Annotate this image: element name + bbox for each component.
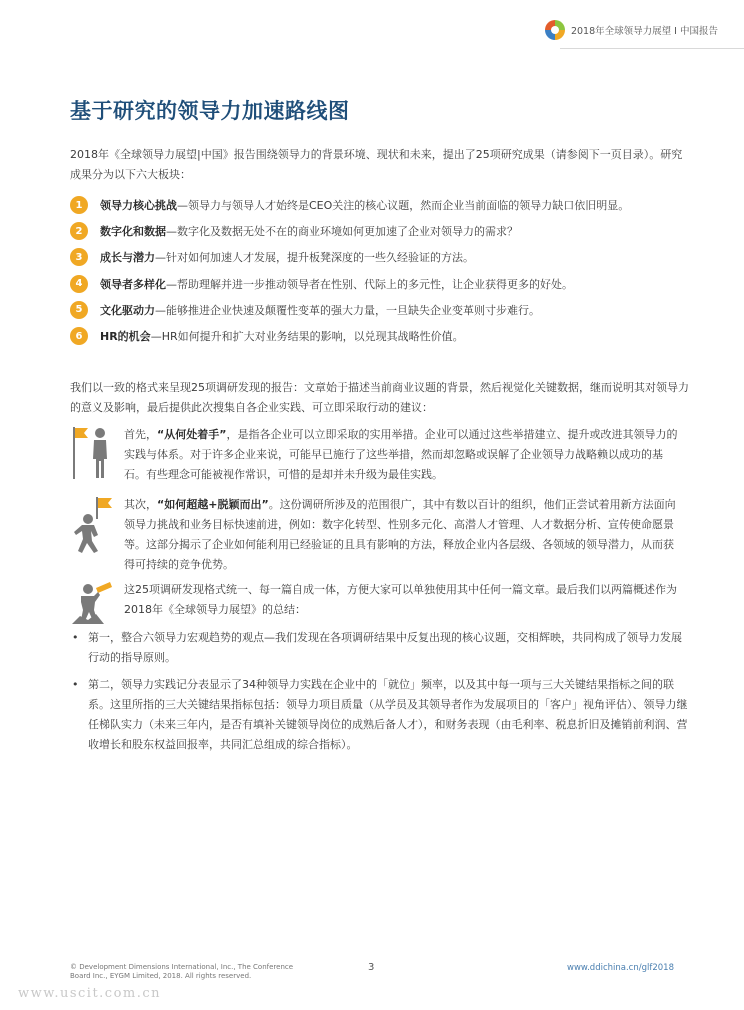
- summary-section: [70, 580, 690, 630]
- theme-number-badge: 5: [70, 301, 88, 319]
- theme-number-badge: 3: [70, 248, 88, 266]
- theme-description: —能够推进企业快速及颠覆性变革的强大力量，一旦缺失企业变革则寸步难行。: [155, 303, 540, 317]
- theme-number-badge: 2: [70, 222, 88, 240]
- where-to-start-section: [70, 425, 690, 485]
- block-highlight: “从何处着手”: [157, 428, 227, 441]
- go-further-text: [124, 495, 684, 575]
- page-title: 基于研究的领导力加速路线图: [70, 99, 350, 123]
- theme-description: —HR如何提升和扩大对业务结果的影响，以兑现其战略性价值。: [150, 330, 464, 344]
- header-divider: [560, 48, 744, 49]
- header-title: 2018年全球领导力展望 I 中国报告: [570, 26, 718, 37]
- block-prefix: 首先，: [124, 428, 157, 441]
- person-with-telescope-icon: [70, 580, 124, 630]
- theme-description: —数字化及数据无处不在的商业环境如何更加速了企业对领导力的需求？: [166, 225, 518, 239]
- theme-name: 领导力核心挑战: [100, 199, 177, 213]
- theme-number-badge: 1: [70, 196, 88, 214]
- summary-text: [124, 580, 684, 630]
- copyright-notice: [70, 963, 320, 981]
- block-prefix: 其次，: [124, 498, 157, 511]
- person-with-flag-icon: [70, 425, 124, 485]
- theme-item: [70, 192, 690, 218]
- theme-item: [70, 323, 690, 349]
- theme-item: [70, 244, 690, 270]
- theme-name: 文化驱动力: [100, 303, 155, 317]
- intro-paragraph: 2018年《全球领导力展望|中国》报告围绕领导力的背景环境、现状和未来，提出了25项研究成果（请参阅下一页目录）。研究成果分为以下六大板块：: [70, 148, 683, 181]
- copyright-line: © Development Dimensions International, Inc., The Conference: [70, 963, 294, 971]
- theme-name: HR的机会: [100, 330, 151, 344]
- footer-url-link[interactable]: www.ddichina.cn/glf2018: [567, 963, 674, 973]
- format-intro-paragraph: 我们以一致的格式来呈现25项调研发现的报告：文章始于描述当前商业议题的背景，然后视觉化关键数据，继而说明其对领导力的意义及影响，最后提供此次搜集自各企业实践、可立即采取行动的建议：: [70, 381, 689, 414]
- bullet-text: 第二，领导力实践记分表显示了34种领导力实践在企业中的「就位」频率，以及其中每一项与三大关键结果指标之间的联系。这里所指的三大关键结果指标包括：领导力项目质量（从学员及其领导者作为发展项目的「客户」视角评估）、领导力继任梯队实力（未来三年内，是否有填补关键领导岗位的成熟后备人才），和财务表现（由毛利率、税息折旧及摊销前利润、营收增长和股东权益回报率，共同汇总组成的综合指标）。: [88, 678, 688, 751]
- theme-number-badge: 6: [70, 327, 88, 345]
- theme-name: 数字化和数据: [100, 225, 166, 239]
- theme-item: [70, 271, 690, 297]
- theme-name: 成长与潜力: [100, 251, 155, 265]
- bullet-item: [72, 628, 692, 668]
- block-body: 这25项调研发现格式统一、每一篇自成一体，方便大家可以单独使用其中任何一篇文章。最后我们以两篇概述作为 2018年《全球领导力展望》的总结：: [124, 583, 677, 616]
- copyright-line: Board Inc., EYGM Limited, 2018. All rights reserved.: [70, 972, 252, 980]
- bullet-item: [72, 675, 692, 755]
- go-further-section: [70, 495, 690, 575]
- theme-description: —针对如何加速人才发展，提升板凳深度的一些久经验证的方法。: [155, 251, 474, 265]
- bullet-text: 第一，整合六领导力宏观趋势的观点—我们发现在各项调研结果中反复出现的核心议题，交相辉映，共同构成了领导力发展行动的指导原则。: [88, 631, 682, 664]
- summary-bullet-list: [72, 628, 692, 762]
- theme-item: [70, 218, 690, 244]
- page-header: [545, 20, 718, 40]
- theme-description: —帮助理解并进一步推动领导者在性别、代际上的多元性，让企业获得更多的好处。: [166, 277, 573, 291]
- bullet-dot-icon: •: [72, 631, 79, 644]
- theme-name: 领导者多样化: [100, 277, 166, 291]
- bullet-dot-icon: •: [72, 678, 79, 691]
- watermark: www.uscit.com.cn: [18, 986, 162, 1001]
- climbing-person-icon: [70, 495, 124, 575]
- block-body: ，是指各企业可以立即采取的实用举措。企业可以通过这些举措建立、提升或改进其领导力的实践与体系。对于许多企业来说，可能早已施行了这些举措，然而却忽略或误解了企业领导力战略赖以成功的基石。有些理念可能被视作常识，可惜的是却并未升级为最佳实践。: [124, 428, 678, 481]
- theme-item: [70, 297, 690, 323]
- glf-logo-icon: [545, 20, 565, 40]
- theme-number-badge: 4: [70, 275, 88, 293]
- block-body: 。这份调研所涉及的范围很广，其中有数以百计的组织，他们正尝试着用新方法面向领导力挑战和业务目标快速前进，例如：数字化转型、性别多元化、高潜人才管理、人才数据分析、宣传使命愿景等。这部分揭示了企业如何能利用已经验证的且具有影响的方法，释放企业内各层级、各领域的领导潜力，从而获得可持续的竞争优势。: [124, 498, 676, 571]
- theme-description: —领导力与领导人才始终是CEO关注的核心议题，然而企业当前面临的领导力缺口依旧明显。: [177, 199, 630, 213]
- block-highlight: “如何超越+脱颖而出”: [157, 498, 269, 511]
- where-to-start-text: [124, 425, 684, 485]
- theme-list: [70, 192, 690, 349]
- page-number: 3: [368, 962, 375, 973]
